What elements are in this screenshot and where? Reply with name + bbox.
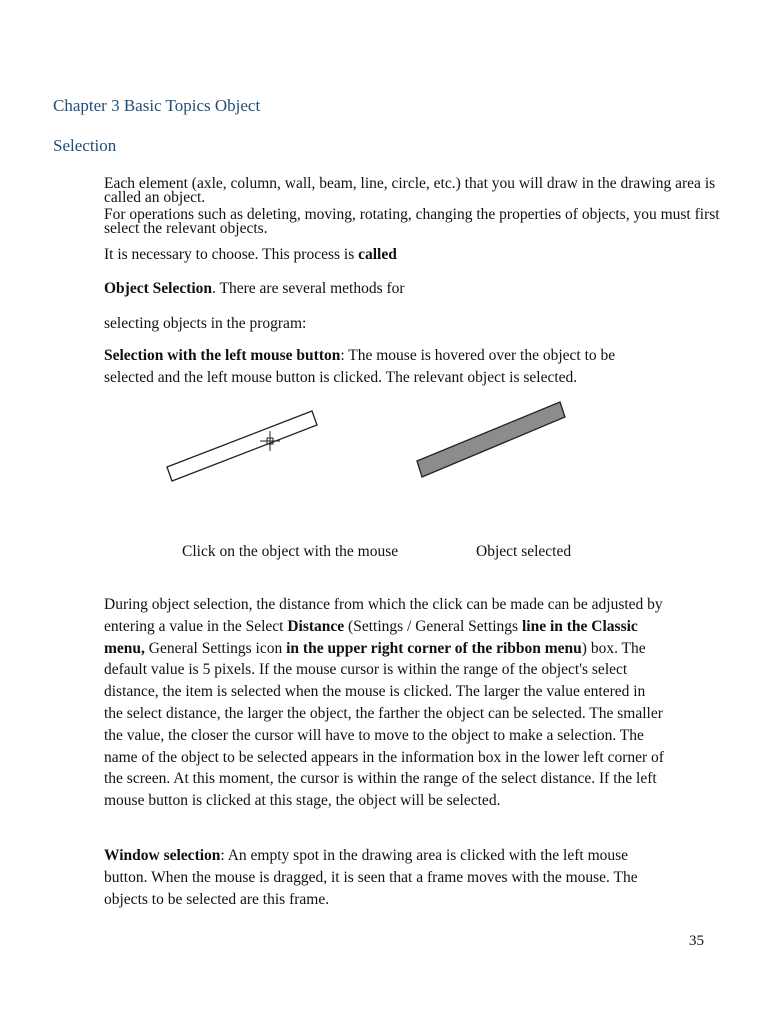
- selected-beam-shape: [417, 402, 565, 477]
- paragraph-select-distance: [104, 594, 664, 812]
- p6-text: : The mouse is hovered over the object to be selected and the left mouse button is clicked. The relevant object is selected.: [104, 347, 616, 386]
- p4-bold: Object Selection: [104, 280, 213, 297]
- p7-e: General Settings icon: [144, 639, 287, 657]
- p7-d: line in the Classic menu,: [104, 617, 638, 657]
- paragraph-left-mouse: [104, 345, 664, 388]
- caption-object-selected: Object selected: [476, 543, 572, 560]
- unselected-beam-shape: [167, 411, 317, 481]
- page-number: 35: [689, 933, 704, 949]
- p7-a: During object selection, the distance from which the click can be made can be adjusted by entering a value in the Select: [104, 596, 663, 635]
- p3-text: It is necessary to choose. This process is: [104, 246, 359, 263]
- p7-g: ) box. The default value is 5 pixels. If the mouse cursor is within the range of the object's select distance, the item is selected when the mouse is clicked. The larger the value entered in the select distance, the larger the object, the farther the object can be selected. The smaller the value, the closer the cursor will have to move to the object to make a selection. The name of the object to be selected appears in the information box in the lower left corner of the screen. At this moment, the cursor is within the range of the select distance. If the left mouse button is clicked at this stage, the object will be selected.: [104, 639, 664, 810]
- p7-f: in the upper right corner of the ribbon menu: [286, 639, 582, 657]
- paragraph-methods: selecting objects in the program:: [104, 315, 307, 332]
- p3-bold: called: [358, 246, 397, 263]
- unselected-beam: [167, 411, 317, 481]
- paragraph-select-first: For operations such as deleting, moving, rotating, changing the properties of objects, you must first select the relevant objects.: [104, 206, 720, 237]
- chapter-title: Chapter 3 Basic Topics Object: [53, 96, 261, 115]
- p6-bold: Selection with the left mouse button: [104, 347, 341, 364]
- paragraph-choose: [104, 244, 664, 266]
- selection-figure: [150, 395, 590, 495]
- p4-text: . There are several methods for: [212, 280, 405, 297]
- section-title: Selection: [53, 136, 117, 155]
- paragraph-object-selection: [104, 278, 664, 300]
- p7-c: (Settings / General Settings: [344, 617, 522, 635]
- p8-text: : An empty spot in the drawing area is clicked with the left mouse button. When the mouse is dragged, it is seen that a frame moves with the mouse. The objects to be selected are this frame.: [104, 847, 638, 908]
- p8-bold: Window selection: [104, 847, 221, 864]
- caption-click-object: Click on the object with the mouse: [182, 543, 399, 560]
- p7-b: Distance: [287, 617, 345, 635]
- selected-beam: [417, 402, 565, 477]
- paragraph-window-selection: [104, 845, 644, 911]
- paragraph-object-definition: Each element (axle, column, wall, beam, line, circle, etc.) that you will draw in the drawing area is called an object.: [104, 175, 716, 206]
